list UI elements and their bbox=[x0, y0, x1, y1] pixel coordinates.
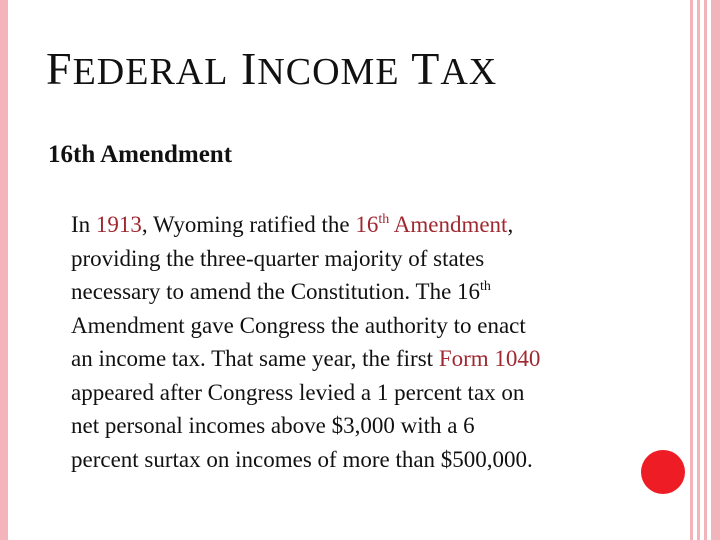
body-line-3: necessary to amend the Constitution. The 16th bbox=[71, 278, 491, 304]
year-link[interactable]: 1913 bbox=[95, 212, 142, 237]
amendment-link[interactable]: 16th Amendment bbox=[355, 211, 508, 237]
form-1040-link[interactable]: Form 1040 bbox=[438, 346, 541, 371]
body-line-5: an income tax. That same year, the first Form 1040 bbox=[71, 346, 541, 371]
body-line-8: percent surtax on incomes of more than $500,000. bbox=[71, 446, 533, 472]
body-line-4: Amendment gave Congress the authority to enact bbox=[71, 312, 526, 338]
body-line-6: appeared after Congress levied a 1 percent tax on bbox=[71, 379, 525, 405]
body-line-2: providing the three-quarter majority of states bbox=[71, 245, 485, 271]
slide-subtitle: 16th Amendment bbox=[48, 141, 233, 168]
body-line-1: In 1913, Wyoming ratified the 16th Amendment, bbox=[71, 211, 514, 237]
body-line-7: net personal incomes above $3,000 with a 6 bbox=[71, 413, 475, 438]
red-circle-marker bbox=[641, 450, 685, 494]
left-border-decoration bbox=[0, 0, 8, 540]
right-border-decoration bbox=[686, 0, 720, 540]
slide-title: FEDERAL INCOME TAX bbox=[46, 43, 498, 94]
body-paragraph bbox=[71, 208, 663, 476]
